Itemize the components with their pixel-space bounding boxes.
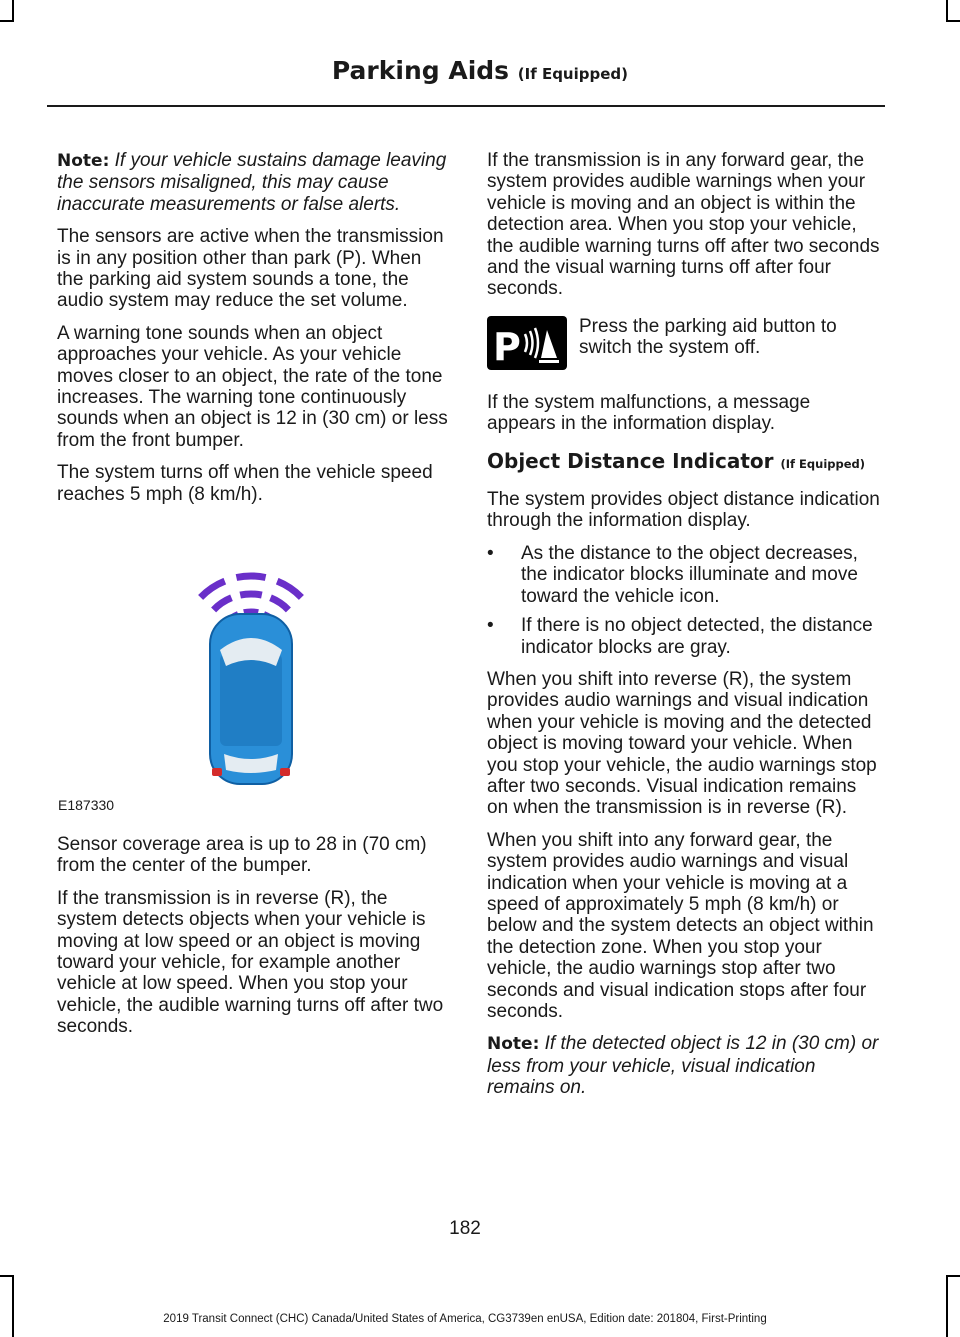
crop-mark bbox=[0, 20, 14, 22]
note-paragraph bbox=[57, 150, 449, 215]
sensor-wave-arc bbox=[244, 612, 258, 613]
note-label: Note: bbox=[487, 1034, 540, 1055]
paragraph: If the transmission is in any forward gear, the system provides audible warnings when your vehicle is moving and an object is within the detection area. When you stop your vehicle, the audible warning turns off after two seconds and the visual warning turns off after four seconds. bbox=[487, 150, 880, 300]
note-paragraph bbox=[487, 1033, 880, 1098]
crop-mark bbox=[946, 1275, 948, 1337]
list-item-text: If there is no object detected, the distance indicator blocks are gray. bbox=[521, 615, 873, 658]
footer-text: 2019 Transit Connect (CHC) Canada/United States of America, CG3739en enUSA, Edition date: 201804, First-Printing bbox=[163, 1313, 767, 1325]
sensor-wave-arc bbox=[236, 576, 265, 578]
paragraph: The system turns off when the vehicle speed reaches 5 mph (8 km/h). bbox=[57, 462, 433, 505]
note-text: If your vehicle sustains damage leaving the sensors misaligned, this may cause inaccurate measurements or false alerts. bbox=[57, 150, 447, 215]
vehicle-icon bbox=[210, 614, 292, 784]
parking-aid-button-icon bbox=[487, 316, 567, 370]
icon-caption: Press the parking aid button to switch the system off. bbox=[579, 315, 837, 359]
parking-letter: P bbox=[493, 324, 521, 369]
list-item bbox=[487, 543, 880, 607]
left-column bbox=[57, 150, 449, 516]
crop-mark bbox=[946, 20, 960, 22]
sensor-wave-arc bbox=[240, 594, 262, 595]
crop-mark bbox=[12, 0, 14, 22]
figure-id: E187330 bbox=[58, 797, 115, 813]
crop-mark bbox=[946, 1275, 960, 1277]
paragraph: The sensors are active when the transmission is in any position other than park (P). When the parking aid system sounds a tone, the audio system may reduce the set volume. bbox=[57, 226, 444, 312]
section-heading-text: Object Distance Indicator bbox=[487, 448, 774, 473]
vehicle-sensor-figure bbox=[196, 546, 316, 788]
bullet-marker: • bbox=[487, 542, 494, 564]
section-heading bbox=[487, 448, 880, 475]
paragraph: When you shift into reverse (R), the system provides audio warnings and visual indication when your vehicle is moving and the detected object is moving toward your vehicle. When you stop your vehicle, the audio warnings stop after two seconds. Visual indication remains on when the transmission is in reverse (R). bbox=[487, 668, 877, 819]
sensor-wave-arc bbox=[271, 598, 289, 610]
parking-aid-instruction bbox=[487, 316, 880, 378]
paragraph: Sensor coverage area is up to 28 in (70 cm) from the center of the bumper. bbox=[57, 834, 427, 877]
page-title-suffix: (If Equipped) bbox=[517, 65, 628, 83]
sensor-wave-arc bbox=[201, 581, 225, 597]
crop-mark bbox=[12, 1275, 14, 1337]
bullet-list bbox=[487, 543, 880, 658]
sensor-wave-arc bbox=[214, 598, 232, 610]
note-label: Note: bbox=[57, 151, 110, 171]
page-title-text: Parking Aids bbox=[331, 56, 510, 85]
page-number: 182 bbox=[449, 1218, 481, 1239]
crop-mark bbox=[0, 1275, 14, 1277]
paragraph: If the transmission is in reverse (R), the system detects objects when your vehicle is moving at low speed or an object is moving toward your vehicle, for example another vehicle at low speed. When you stop your vehicle, the audible warning turns off after two seconds. bbox=[57, 887, 444, 1038]
paragraph: If the system malfunctions, a message appears in the information display. bbox=[487, 391, 811, 435]
page-title bbox=[332, 56, 628, 85]
sensor-wave-arc bbox=[277, 581, 301, 597]
list-item-text: As the distance to the object decreases, the indicator blocks illuminate and move toward the vehicle icon. bbox=[521, 542, 858, 607]
bullet-marker: • bbox=[487, 615, 494, 637]
note-text: If the detected object is 12 in (30 cm) or less from your vehicle, visual indication remains on. bbox=[487, 1033, 879, 1099]
paragraph: A warning tone sounds when an object approaches your vehicle. As your vehicle moves closer to an object, the rate of the tone increases. The warning tone continuously sounds when an object is 12 in (30 cm) or less from the front bumper. bbox=[57, 322, 448, 451]
header-divider bbox=[47, 105, 885, 107]
left-column-lower bbox=[57, 834, 449, 1049]
crop-mark bbox=[946, 0, 948, 22]
right-column bbox=[487, 150, 880, 1110]
paragraph: The system provides object distance indication through the information display. bbox=[487, 489, 880, 532]
paragraph: When you shift into any forward gear, the system provides audio warnings and visual indication when your vehicle is moving at a speed of approximately 5 mph (8 km/h) or below and the system detects an object within the detection zone. When you stop your vehicle, the audio warnings stop after two seconds and visual indication stops after four seconds. bbox=[487, 829, 874, 1022]
section-heading-suffix: (If Equipped) bbox=[780, 456, 866, 471]
list-item bbox=[487, 615, 880, 658]
